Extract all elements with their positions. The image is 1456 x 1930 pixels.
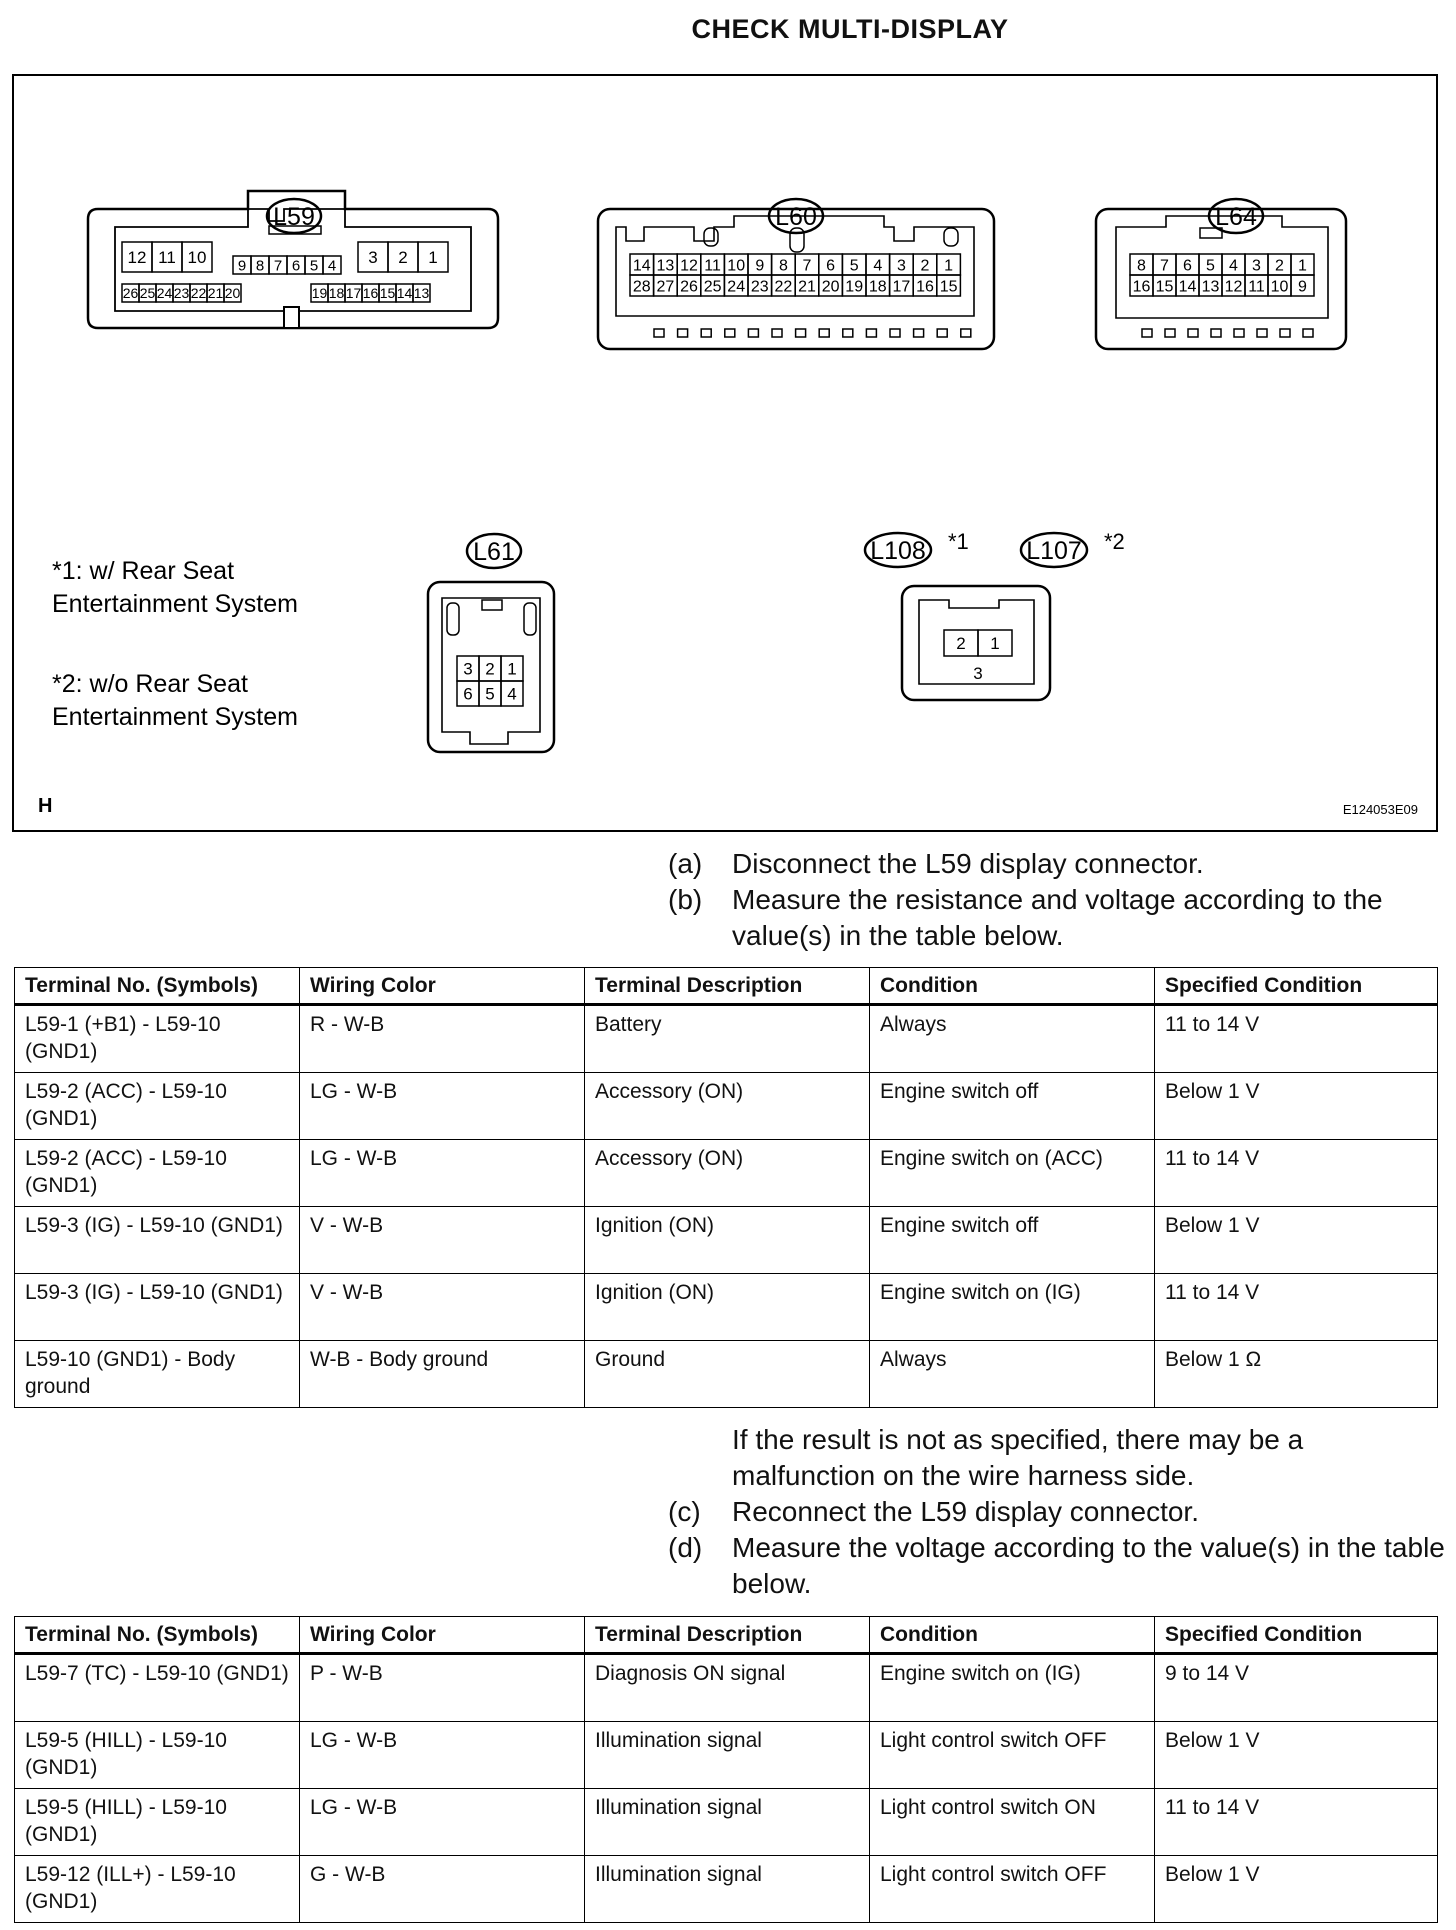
pin-number: 1 <box>1298 257 1307 275</box>
table-cell: P - W-B <box>300 1654 585 1722</box>
table-cell: Below 1 V <box>1155 1856 1438 1923</box>
pin-number: 22 <box>774 278 793 296</box>
pin-number: 15 <box>1155 278 1174 296</box>
latch-tooth <box>1280 329 1290 337</box>
latch-tooth <box>914 329 924 337</box>
l107-label: L107 <box>1026 537 1082 565</box>
table-cell: Diagnosis ON signal <box>585 1654 870 1722</box>
pin-number: 3 <box>368 248 378 268</box>
l59-label: L59 <box>273 203 315 231</box>
pin-number: 14 <box>632 257 651 275</box>
table-row <box>15 1654 1438 1722</box>
table-cell: L59-7 (TC) - L59-10 (GND1) <box>15 1654 300 1722</box>
latch-tooth <box>1165 329 1175 337</box>
pin-number: 9 <box>1298 278 1307 296</box>
table-cell: Below 1 V <box>1155 1722 1438 1789</box>
table-cell: LG - W-B <box>300 1073 585 1140</box>
table-cell: L59-2 (ACC) - L59-10 (GND1) <box>15 1140 300 1207</box>
column-header: Condition <box>870 1617 1155 1654</box>
step-text: Measure the voltage according to the value(s) in the table below. <box>732 1532 1445 1599</box>
pin-number: 5 <box>309 257 319 275</box>
pin-number: 10 <box>727 257 746 275</box>
pin-number: 17 <box>892 278 911 296</box>
step-text: Disconnect the L59 display connector. <box>732 848 1204 879</box>
pin-number: 13 <box>656 257 675 275</box>
pin-number: 2 <box>398 248 408 268</box>
connector-diagram <box>12 74 1438 832</box>
latch-tooth <box>866 329 876 337</box>
pin-number: 16 <box>1132 278 1151 296</box>
table-cell: G - W-B <box>300 1856 585 1923</box>
table-row <box>15 1207 1438 1274</box>
result-note <box>732 1422 1303 1494</box>
table-cell: Below 1 V <box>1155 1073 1438 1140</box>
pin-number: 3 <box>973 664 983 683</box>
l64-label: L64 <box>1215 203 1257 231</box>
table-cell: L59-3 (IG) - L59-10 (GND1) <box>15 1207 300 1274</box>
table-cell: Engine switch off <box>870 1207 1155 1274</box>
column-header: Specified Condition <box>1155 968 1438 1005</box>
table-header-row <box>15 968 1438 1005</box>
pin-number: 8 <box>255 257 265 275</box>
table-cell: V - W-B <box>300 1207 585 1274</box>
pin-number: 8 <box>778 257 788 275</box>
pin-number: 10 <box>1270 278 1289 296</box>
pin-number: 22 <box>190 285 207 302</box>
note-1-line-1: *1: w/ Rear Seat <box>52 557 235 585</box>
pin-number: 4 <box>873 257 883 275</box>
latch-tooth <box>748 329 758 337</box>
pin-number: 23 <box>750 278 769 296</box>
pin-number: 7 <box>1160 257 1169 275</box>
table-row <box>15 1140 1438 1207</box>
pin-number: 5 <box>849 257 859 275</box>
footnote-mark-1: *1 <box>948 529 969 554</box>
pin-number: 19 <box>311 285 328 302</box>
measurement-table-1 <box>14 967 1438 1408</box>
pin-number: 4 <box>507 684 517 704</box>
pin-number: 18 <box>328 285 345 302</box>
table-row <box>15 1722 1438 1789</box>
table-cell: Ignition (ON) <box>585 1207 870 1274</box>
pin-number: 26 <box>122 285 139 302</box>
table-cell: L59-2 (ACC) - L59-10 (GND1) <box>15 1073 300 1140</box>
result-note-line-2: malfunction on the wire harness side. <box>732 1460 1195 1491</box>
l60-label: L60 <box>775 203 817 231</box>
result-note-line-1: If the result is not as specified, there may be a <box>732 1424 1304 1455</box>
pin-number: 2 <box>956 634 966 654</box>
pin-number: 25 <box>139 285 156 302</box>
table-cell: Ground <box>585 1341 870 1408</box>
steps-group-1 <box>668 846 1408 954</box>
table-cell: Engine switch off <box>870 1073 1155 1140</box>
pin-number: 19 <box>845 278 864 296</box>
table-cell: Accessory (ON) <box>585 1140 870 1207</box>
latch-tooth <box>937 329 947 337</box>
table-cell: Engine switch on (ACC) <box>870 1140 1155 1207</box>
table-cell: Accessory (ON) <box>585 1073 870 1140</box>
table-cell: Battery <box>585 1005 870 1073</box>
table-cell: Illumination signal <box>585 1789 870 1856</box>
step-label: (d) <box>668 1532 703 1563</box>
latch-tooth <box>1188 329 1198 337</box>
table-cell: Always <box>870 1341 1155 1408</box>
table-cell: LG - W-B <box>300 1722 585 1789</box>
table-cell: W-B - Body ground <box>300 1341 585 1408</box>
step-a <box>668 846 1408 882</box>
table-row <box>15 1073 1438 1140</box>
pin-number: 28 <box>632 278 651 296</box>
pin-number: 6 <box>826 257 836 275</box>
pin-number: 11 <box>158 248 176 268</box>
column-header: Terminal No. (Symbols) <box>15 968 300 1005</box>
pin-number: 12 <box>127 248 147 268</box>
latch-tooth <box>678 329 688 337</box>
table-cell: Always <box>870 1005 1155 1073</box>
table-cell: Below 1 V <box>1155 1207 1438 1274</box>
step-text: Measure the resistance and voltage according to the value(s) in the table below. <box>732 884 1383 951</box>
table-cell: L59-5 (HILL) - L59-10 (GND1) <box>15 1722 300 1789</box>
table-cell: 11 to 14 V <box>1155 1005 1438 1073</box>
table-cell: V - W-B <box>300 1274 585 1341</box>
table-cell: LG - W-B <box>300 1140 585 1207</box>
pin-number: 2 <box>1275 257 1284 275</box>
table-cell: L59-12 (ILL+) - L59-10 (GND1) <box>15 1856 300 1923</box>
pin-number: 12 <box>680 257 698 275</box>
table-header-row <box>15 1617 1438 1654</box>
pin-number: 6 <box>1183 257 1192 275</box>
pin-number: 8 <box>1137 257 1146 275</box>
table-cell: 9 to 14 V <box>1155 1654 1438 1722</box>
l61-label: L61 <box>473 538 515 566</box>
table-cell: L59-10 (GND1) - Body ground <box>15 1341 300 1408</box>
latch-tooth <box>1303 329 1313 337</box>
table-row <box>15 1789 1438 1856</box>
pin-number: 27 <box>656 278 675 296</box>
pin-number: 7 <box>273 257 283 275</box>
table-cell: L59-5 (HILL) - L59-10 (GND1) <box>15 1789 300 1856</box>
pin-number: 3 <box>463 659 473 679</box>
table-row <box>15 1341 1438 1408</box>
latch-tooth <box>654 329 664 337</box>
step-b <box>668 882 1408 954</box>
connector-diagram-svg <box>14 76 1440 834</box>
pin-number: 16 <box>916 278 934 296</box>
pin-number: 18 <box>868 278 887 296</box>
step-c <box>668 1494 1446 1530</box>
pin-number: 14 <box>1178 278 1197 296</box>
pin-number: 9 <box>755 257 765 275</box>
table-cell: Engine switch on (IG) <box>870 1654 1155 1722</box>
pin-number: 1 <box>990 634 1000 654</box>
pin-number: 21 <box>207 285 224 302</box>
latch-tooth <box>1257 329 1267 337</box>
pin-number: 21 <box>798 278 816 296</box>
note-2-line-1: *2: w/o Rear Seat <box>52 670 248 698</box>
latch-tooth <box>725 329 735 337</box>
pin-number: 6 <box>463 684 473 704</box>
pin-number: 13 <box>413 285 430 302</box>
latch-tooth <box>701 329 711 337</box>
latch-tooth <box>819 329 829 337</box>
pin-number: 2 <box>920 257 930 275</box>
note-1-line-2: Entertainment System <box>52 590 298 618</box>
page-title: CHECK MULTI-DISPLAY <box>691 14 1009 44</box>
column-header: Specified Condition <box>1155 1617 1438 1654</box>
pin-number: 20 <box>821 278 840 296</box>
pin-number: 11 <box>704 257 721 275</box>
table-cell: Ignition (ON) <box>585 1274 870 1341</box>
pin-number: 3 <box>1252 257 1261 275</box>
pin-number: 15 <box>939 278 958 296</box>
table-cell: Light control switch ON <box>870 1789 1155 1856</box>
table-cell: 11 to 14 V <box>1155 1274 1438 1341</box>
table-cell: Light control switch OFF <box>870 1722 1155 1789</box>
pin-number: 9 <box>237 257 247 275</box>
pin-number: 14 <box>396 285 413 302</box>
column-header: Terminal Description <box>585 1617 870 1654</box>
table-cell: Illumination signal <box>585 1856 870 1923</box>
step-label: (b) <box>668 884 703 915</box>
figure-id: E124053E09 <box>1342 802 1418 817</box>
latch-tooth <box>772 329 782 337</box>
note-2-line-2: Entertainment System <box>52 703 298 731</box>
pin-number: 4 <box>1229 257 1238 275</box>
pin-number: 13 <box>1201 278 1220 296</box>
column-header: Wiring Color <box>300 968 585 1005</box>
pin-number: 7 <box>802 257 812 275</box>
column-header: Wiring Color <box>300 1617 585 1654</box>
pin-number: 24 <box>156 285 173 302</box>
pin-number: 16 <box>362 285 379 302</box>
step-label: (a) <box>668 848 703 879</box>
latch-tooth <box>890 329 900 337</box>
pin-number: 17 <box>345 285 362 302</box>
pin-number: 1 <box>428 248 438 268</box>
latch-tooth <box>843 329 853 337</box>
pin-number: 24 <box>727 278 746 296</box>
footnote-mark-2: *2 <box>1104 529 1125 554</box>
step-label: (c) <box>668 1496 701 1527</box>
latch-tooth <box>1211 329 1221 337</box>
table-row <box>15 1274 1438 1341</box>
pin-number: 5 <box>485 684 495 704</box>
column-header: Terminal Description <box>585 968 870 1005</box>
table-row <box>15 1005 1438 1073</box>
latch-tooth <box>1234 329 1244 337</box>
step-text: Reconnect the L59 display connector. <box>732 1496 1199 1527</box>
table-cell: Light control switch OFF <box>870 1856 1155 1923</box>
pin-number: 6 <box>291 257 301 275</box>
pin-number: 1 <box>944 257 954 275</box>
l108-label: L108 <box>870 537 926 565</box>
pin-number: 1 <box>507 659 517 679</box>
pin-number: 4 <box>327 257 337 275</box>
step-d <box>668 1530 1446 1602</box>
pin-number: 25 <box>703 278 722 296</box>
pin-number: 2 <box>485 659 495 679</box>
table-cell: Engine switch on (IG) <box>870 1274 1155 1341</box>
table-cell: Below 1 Ω <box>1155 1341 1438 1408</box>
pin-number: 10 <box>187 248 207 268</box>
table-cell: LG - W-B <box>300 1789 585 1856</box>
table-cell: R - W-B <box>300 1005 585 1073</box>
pin-number: 23 <box>173 285 190 302</box>
pin-number: 20 <box>224 285 241 302</box>
pin-number: 5 <box>1206 257 1215 275</box>
corner-letter: H <box>38 795 53 817</box>
table-cell: 11 to 14 V <box>1155 1140 1438 1207</box>
table-cell: L59-3 (IG) - L59-10 (GND1) <box>15 1274 300 1341</box>
pin-number: 3 <box>896 257 906 275</box>
table-cell: Illumination signal <box>585 1722 870 1789</box>
latch-tooth <box>1142 329 1152 337</box>
pin-number: 15 <box>379 285 396 302</box>
latch-tooth <box>961 329 971 337</box>
pin-number: 12 <box>1224 278 1243 296</box>
pin-number: 26 <box>680 278 698 296</box>
table-cell: 11 to 14 V <box>1155 1789 1438 1856</box>
measurement-table-2 <box>14 1616 1438 1923</box>
pin-number: 11 <box>1248 278 1265 296</box>
steps-group-2 <box>668 1494 1446 1602</box>
latch-tooth <box>796 329 806 337</box>
table-cell: L59-1 (+B1) - L59-10 (GND1) <box>15 1005 300 1073</box>
table-row <box>15 1856 1438 1923</box>
column-header: Condition <box>870 968 1155 1005</box>
column-header: Terminal No. (Symbols) <box>15 1617 300 1654</box>
